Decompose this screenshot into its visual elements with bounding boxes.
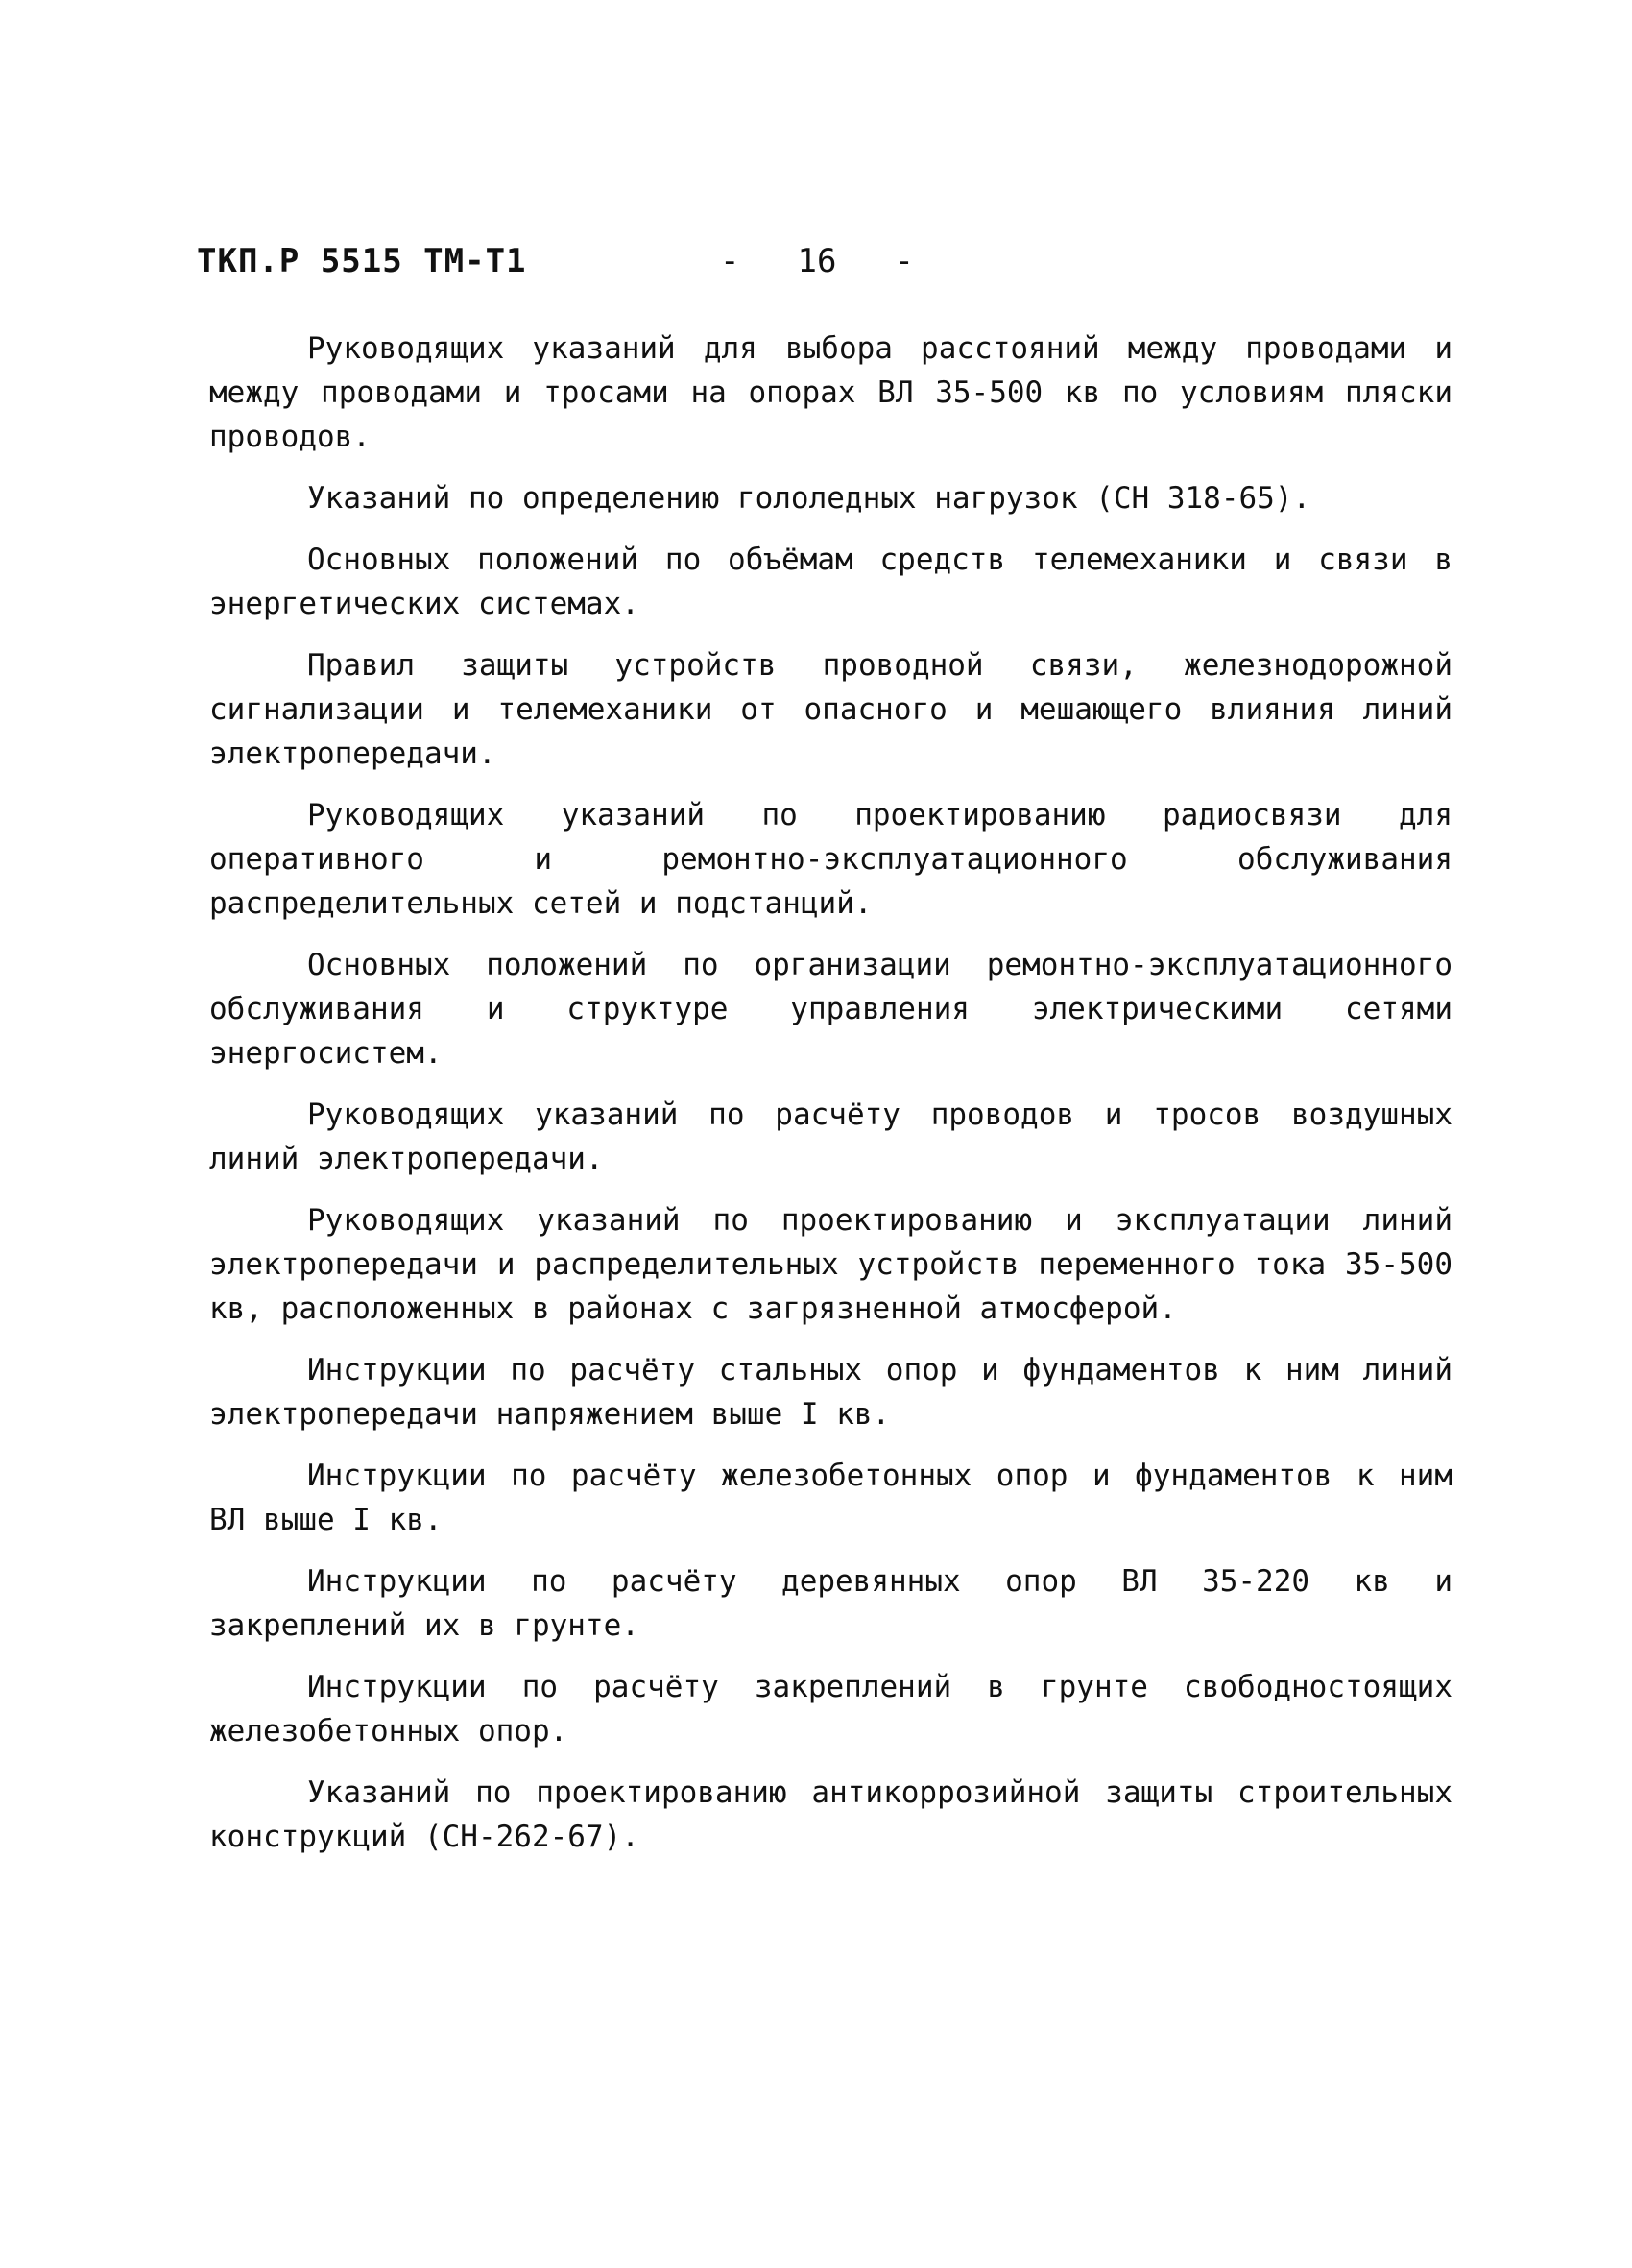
- document-code: ТКП.Р 5515 ТМ-Т1: [197, 242, 527, 280]
- dash-left: -: [720, 242, 740, 280]
- dash-right: -: [894, 242, 914, 280]
- paragraph: Руководящих указаний по расчёту проводов и тросов воздушных линий электропередачи.: [209, 1098, 1452, 1176]
- page-number: 16: [797, 242, 837, 280]
- paragraph: Основных положений по организации ремонтно-эксплуатационного обслуживания и структуре управления электрическими сетями энергосистем.: [209, 948, 1452, 1071]
- page-header: [197, 242, 1445, 290]
- paragraph: Основных положений по объёмам средств телемеханики и связи в энергетических системах.: [209, 543, 1452, 621]
- paragraph: Инструкции по расчёту железобетонных опор и фундаментов к ним ВЛ выше I кв.: [209, 1459, 1452, 1537]
- page-number-line: [720, 242, 914, 280]
- paragraph: Указаний по определению гололедных нагрузок (СН 318-65).: [307, 481, 1311, 516]
- paragraph: Руководящих указаний по проектированию радиосвязи для оперативного и ремонтно-эксплуатационного обслуживания распределительных сетей и подстанций.: [209, 798, 1452, 921]
- paragraph: Правил защиты устройств проводной связи, железнодорожной сигнализации и телемеханики от опасного и мешающего влияния линий электропередачи.: [209, 648, 1452, 771]
- paragraph: Указаний по проектированию антикоррозийной защиты строительных конструкций (СН-262-67).: [209, 1775, 1452, 1854]
- paragraph: Руководящих указаний по проектированию и эксплуатации линий электропередачи и распределительных устройств переменного тока 35-500 кв, расположенных в районах с загрязненной атмосферой.: [209, 1203, 1452, 1326]
- document-body: [209, 326, 1452, 1859]
- paragraph: Руководящих указаний для выбора расстояний между проводами и между проводами и тросами на опорах ВЛ 35-500 кв по условиям пляски проводов.: [209, 331, 1452, 454]
- paragraph: Инструкции по расчёту закреплений в грунте свободностоящих железобетонных опор.: [209, 1670, 1452, 1749]
- paragraph: Инструкции по расчёту стальных опор и фундаментов к ним линий электропередачи напряжением выше I кв.: [209, 1353, 1452, 1432]
- paragraph: Инструкции по расчёту деревянных опор ВЛ 35-220 кв и закреплений их в грунте.: [209, 1564, 1452, 1643]
